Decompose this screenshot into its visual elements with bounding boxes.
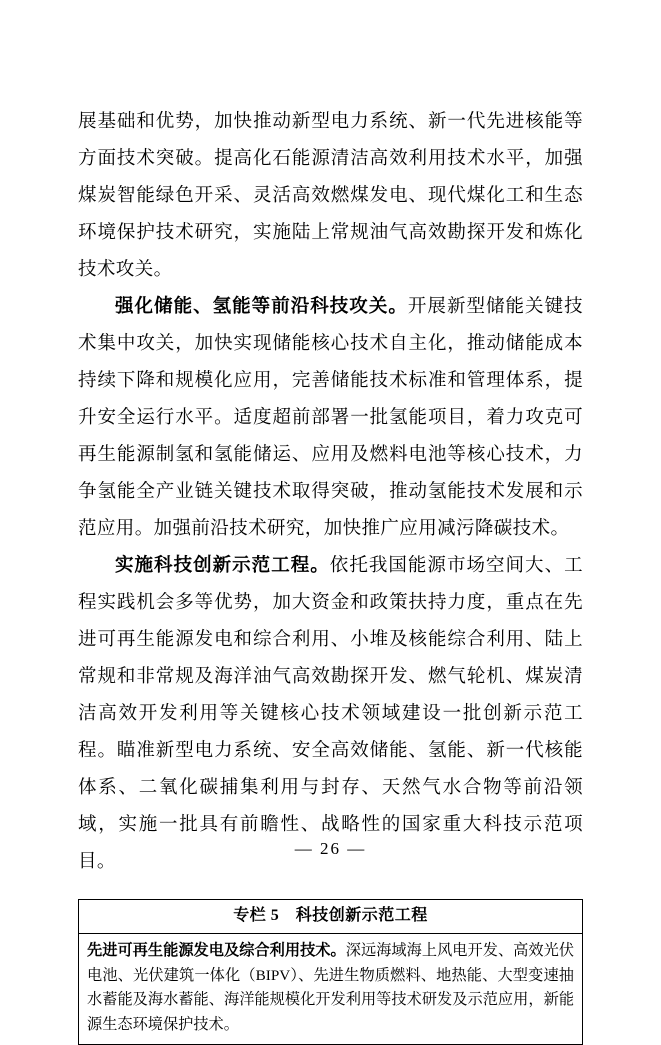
paragraph-1-text: 展基础和优势，加快推动新型电力系统、新一代先进核能等方面技术突破。提高化石能源清洁高效利用技术水平，加强煤炭智能绿色开采、灵活高效燃煤发电、现代煤化工和生态环境保护技术研究，实施陆上常规油气高效勘探开发和炼化技术攻关。	[78, 112, 583, 280]
paragraph-3	[78, 548, 583, 881]
callout-box-title: 专栏 5 科技创新示范工程	[79, 900, 582, 934]
callout-box-lead: 先进可再生能源发电及综合利用技术。	[87, 942, 346, 959]
callout-box-body	[79, 934, 582, 1044]
paragraph-3-lead: 实施科技创新示范工程。	[115, 556, 330, 576]
page-number: — 26 —	[294, 839, 367, 858]
callout-box	[78, 899, 583, 1045]
callout-box-text: 深远海域海上风电开发、高效光伏电池、光伏建筑一体化（BIPV）、先进生物质燃料、地热能、大型变速抽水蓄能及海水蓄能、海洋能规模化开发利用等技术研发及示范应用，新能源生态环境保护技术。	[87, 942, 575, 1033]
paragraph-1	[78, 104, 583, 289]
paragraph-2-lead: 强化储能、氢能等前沿科技攻关。	[115, 297, 408, 317]
paragraph-2-text: 开展新型储能关键技术集中攻关，加快实现储能核心技术自主化，推动储能成本持续下降和规模化应用，完善储能技术标准和管理体系，提升安全运行水平。适度超前部署一批氢能项目，着力攻克可再生能源制氢和氢能储运、应用及燃料电池等核心技术，力争氢能全产业链关键技术取得突破，推动氢能技术发展和示范应用。加强前沿技术研究，加快推广应用减污降碳技术。	[78, 297, 583, 539]
paragraph-2	[78, 289, 583, 548]
document-body	[78, 104, 583, 881]
paragraph-3-text: 依托我国能源市场空间大、工程实践机会多等优势，加大资金和政策扶持力度，重点在先进可再生能源发电和综合利用、小堆及核能综合利用、陆上常规和非常规及海洋油气高效勘探开发、燃气轮机、煤炭清洁高效开发利用等关键核心技术领域建设一批创新示范工程。瞄准新型电力系统、安全高效储能、氢能、新一代核能体系、二氧化碳捕集利用与封存、天然气水合物等前沿领域，实施一批具有前瞻性、战略性的国家重大科技示范项目。	[78, 556, 584, 872]
